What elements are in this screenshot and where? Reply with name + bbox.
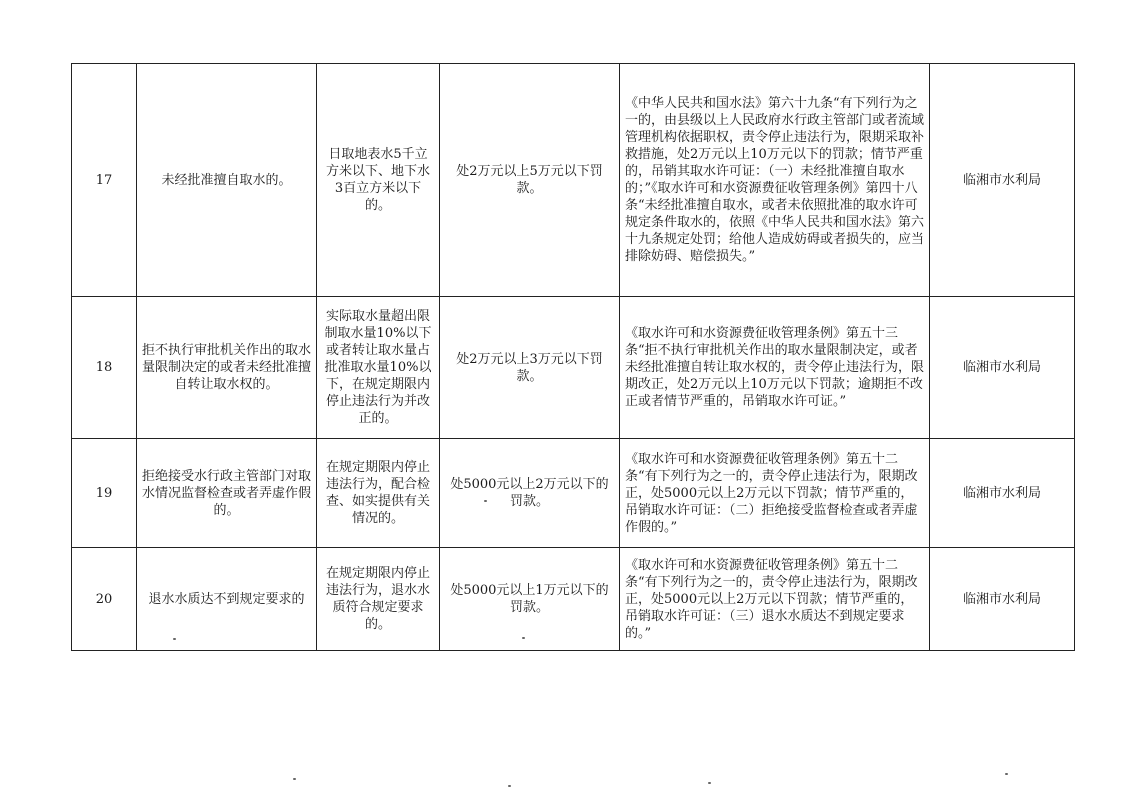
scan-speck [293,778,296,780]
table-row [72,548,1075,651]
table-row [72,439,1075,548]
violation-circumstance: 日取地表水5千立方米以下、地下水3百立方米以下的。 [317,64,440,297]
penalty-standard: 处2万元以上3万元以下罚款。 [440,297,620,439]
violation-description: 退水水质达不到规定要求的 [137,548,317,651]
scan-speck [484,500,487,502]
violation-circumstance: 实际取水量超出限制取水量10%以下或者转让取水量占批准取水量10%以下，在规定期限内停止违法行为并改正的。 [317,297,440,439]
penalty-standard: 处2万元以上5万元以下罚款。 [440,64,620,297]
penalty-standard: 处5000元以上2万元以下的罚款。 [440,439,620,548]
violation-description: 拒不执行审批机关作出的取水量限制决定的或者未经批准擅自转让取水权的。 [137,297,317,439]
table-row [72,64,1075,297]
scan-speck [1005,773,1008,775]
violation-description: 拒绝接受水行政主管部门对取水情况监督检查或者弄虚作假的。 [137,439,317,548]
legal-basis: 《中华人民共和国水法》第六十九条“有下列行为之一的，由县级以上人民政府水行政主管部门或者流域管理机构依据职权，责令停止违法行为，限期采取补救措施，处2万元以上10万元以下的罚款；情节严重的，吊销其取水许可证：（一）未经批准擅自取水的；”《取水许可和水资源费征收管理条例》第四十八条“未经批准擅自取水，或者未依照批准的取水许可规定条件取水的，依照《中华人民共和国水法》第六十九条规定处罚；给他人造成妨碍或者损失的，应当排除妨碍、赔偿损失。” [620,64,930,297]
enforcement-department: 临湘市水利局 [930,439,1075,548]
scan-speck [173,638,176,640]
violation-circumstance: 在规定期限内停止违法行为，配合检查、如实提供有关情况的。 [317,439,440,548]
legal-basis: 《取水许可和水资源费征收管理条例》第五十三条“拒不执行审批机关作出的取水量限制决定，或者未经批准擅自转让取水权的，责令停止违法行为，限期改正，处2万元以上10万元以下罚款；逾期拒不改正或者情节严重的，吊销取水许可证。” [620,297,930,439]
row-number: 19 [72,439,137,548]
legal-basis: 《取水许可和水资源费征收管理条例》第五十二条“有下列行为之一的，责令停止违法行为，限期改正，处5000元以上2万元以下罚款；情节严重的，吊销取水许可证：（三）退水水质达不到规定要求的。” [620,548,930,651]
scan-speck [708,782,711,784]
enforcement-department: 临湘市水利局 [930,548,1075,651]
violation-description: 未经批准擅自取水的。 [137,64,317,297]
legal-basis: 《取水许可和水资源费征收管理条例》第五十二条“有下列行为之一的，责令停止违法行为，限期改正，处5000元以上2万元以下罚款；情节严重的，吊销取水许可证：（二）拒绝接受监督检查或者弄虚作假的。” [620,439,930,548]
enforcement-department: 临湘市水利局 [930,297,1075,439]
violation-circumstance: 在规定期限内停止违法行为，退水水质符合规定要求的。 [317,548,440,651]
row-number: 18 [72,297,137,439]
row-number: 20 [72,548,137,651]
table-row [72,297,1075,439]
penalty-standard: 处5000元以上1万元以下的罚款。 [440,548,620,651]
scan-speck [508,785,511,787]
scan-speck [522,637,525,639]
enforcement-department: 临湘市水利局 [930,64,1075,297]
penalty-discretion-table [71,63,1075,651]
row-number: 17 [72,64,137,297]
